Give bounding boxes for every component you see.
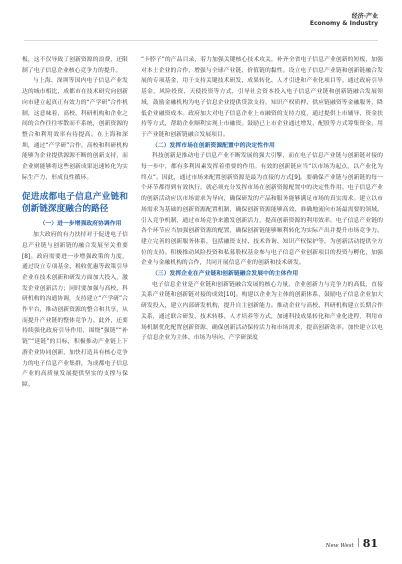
journal-name: New West [325,543,354,549]
right-paragraph-3: 电子信息企业是产业链和创新链融合发展的核心力量，企业创新力与竞争力的高低，直接关系产业链和创新链对接的成效[10]。构建以企业为主体的创新体系，鼓励电子信息企业加大研发投入，建立内部研发机构，提升自主创新能力。推动企业与高校、科研机构建立长期合作关系，通过联合研发、技术转移、人才培养等方式，加速科技成果转化和产业化进程，利用市场机制优化配置创新资源，确保创新活动保持活力和市场需求，提高创新效率。加快建立以电子信息企业为主体、市场为导向、产学研深度 [141,281,383,342]
right-column [141,55,383,344]
section-label-en: Economy & Industry [309,19,378,27]
subheading-2: （二）发挥市场在创新资源配置中的决定性作用 [152,142,275,149]
right-paragraph-1: “卡脖子”的产品目录，着力加强关键核心技术攻关，补齐全省电子信息产业创新的短板，加强对本土企业的合作，增强与全球产业链、价值链的黏性。设立电子信息产业链和创新链融合发展的专项基金，用于支持关键技术研发、成果转化、人才引进和产业化项目等。通过政府引导基金，风险投资、天使投资等方式，引导社会资本投入电子信息产业链和创新链融合发展领域，鼓励金融机构为电子信息企业提供贷款支持，知识产权质押、供应链融资等金融服务，降低企业融资成本。政府加大对电子信息企业上市融资的支持力度，通过提供上市辅导、资金扶持等方式，帮助企业顺利实现上市融资。鼓励已上市企业通过增发、配股等方式筹集资金，用于产业链和创新链融合发展项目。 [141,57,383,138]
subheading-1: （一）进一步增强政府协调作用 [39,221,122,228]
left-column [22,55,128,391]
left-paragraph-2: 与上海、深圳等国内电子信息产业发达的城市相比，成都市在技术研究向创新向市建立起真正有效力的“产学研”合作机制，这意味着，高校、科研机构和企业之间的合作往往零散而不系统，创新资源的整合和利用效率有待提高。在上海和深圳，通过“产学研”合作，高校和科研机构能够为企业提供源源不断的创新支持，而企业则能够将这些创新成果迅速转化为实际生产力，形成良性循环。 [22,78,128,181]
right-paragraph-2: 科技创新是推动电子信息产业不断发展的强大引擎，而在电子信息产业链与创新链对接的每一步中，都有多利因素发挥着重要的作用。有效的创新链应当“以市场为起点，以产业化为终点”。因此，通过市场来配置创新资源是最为直接的方式[9]。要确保产业链与创新链的每一个环节都得到有效执行，就必须充分发挥市场在创新资源配置中的决定性作用。电子信息产业的创新活动应以市场需求为导向，确保研发的产品和服务能够满足市场的真实需求。建立以市场需求为基础的创新资源配置机制，确保创新资源能够高效、准确地流向市场最需要的领域。引入竞争机制，通过市场竞争来激发创新活力，提高创新资源的利用效率。电子信息产业链的各个环节应当加强创新资源的配置，确保创新链能够顺利转化为实际产出并提升市场竞争力。建立完善的创新服务体系，包括融资支持、技术咨询、知识产权保护等，为创新活动提供全方位的支持。积极推动风险投资和私募股权基金参与电子信息产业创新项目的投资与孵化，加强企业与金融机构的合作，共同开展信息产业的创新和技术研发。 [141,153,383,267]
section-title: 促进成都电子信息产业链和创新链深度融合的路径 [22,192,128,215]
page-header [310,14,378,28]
header-divider [24,40,378,41]
page-number: 81 [362,537,378,550]
section-label-cn: 经济·产业 [351,13,378,20]
page-footer [326,537,378,550]
footer-divider [358,538,359,547]
left-paragraph-1: 板，这不仅导致了创新资源的浪费，还限制了电子信息企业核心竞争力的提升。 [22,57,128,74]
subheading-3: （三）发挥企业在产业链和创新链融合发展中的主体作用 [152,271,299,278]
left-paragraph-3: 加大政府的有力扶持对于促进电子信息产业链与创新链的融合发展至关重要[8]。政府需要进一步增强政策的力度，通过设立专项基金、税收优惠等政策引导企业在技术创新和研发方面加大投入，激发企业创新活力；同时要加强与高校、科研机构的沟通协调，支持建立“产学研”合作平台，推动创新资源的整合和共享，从而提升产业链的整体竞争力。此外，还要持续强化政府引导作用，围绕“强链”“补链”“延链”的目标，积极推动产业链上下游企业协同创新，加快打造具有核心竞争力的电子信息产业集群，为成都电子信息产业的高质量发展提供坚实的支撑与保障。 [22,232,128,388]
